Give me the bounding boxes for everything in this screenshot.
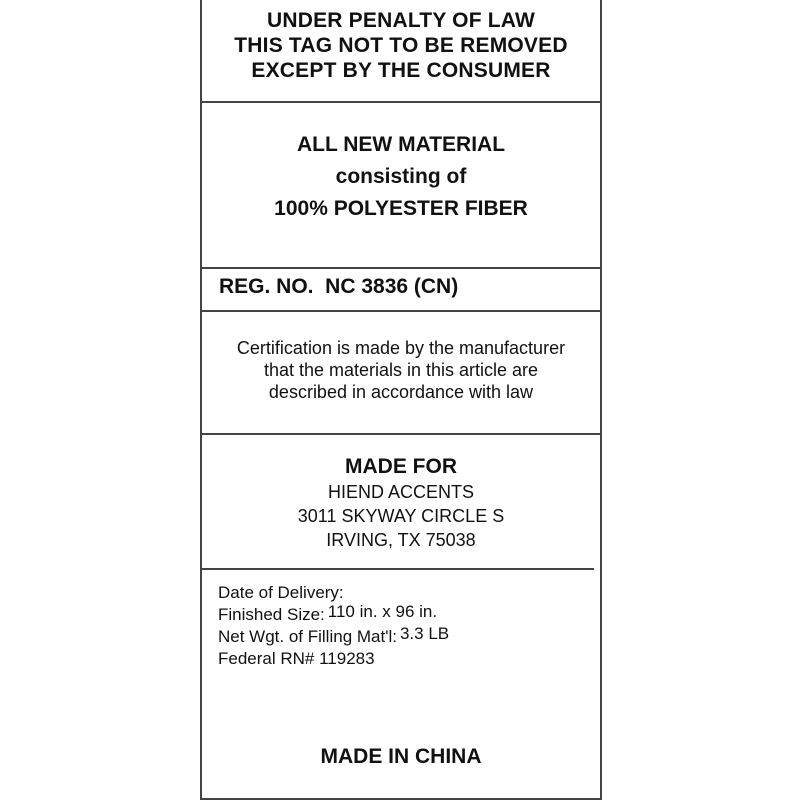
street-address: 3011 SKYWAY CIRCLE S xyxy=(297,506,505,526)
certification-section xyxy=(202,337,600,427)
made-for-heading: MADE FOR xyxy=(345,455,457,478)
certification-line-2: that the materials in this article are xyxy=(263,360,539,380)
warning-line-1: UNDER PENALTY OF LAW xyxy=(266,9,536,32)
registration-section xyxy=(202,274,600,304)
company-name: HIEND ACCENTS xyxy=(327,482,475,502)
material-section xyxy=(202,132,600,262)
divider-1 xyxy=(202,101,600,103)
origin-section xyxy=(202,744,600,774)
weight-value: 3.3 LB xyxy=(399,624,450,643)
warning-section xyxy=(202,8,600,100)
weight-label: Net Wgt. of Filling Mat'l: xyxy=(218,627,397,646)
certification-line-3: described in accordance with law xyxy=(268,382,534,402)
divider-3 xyxy=(202,310,600,312)
registration-number: REG. NO. NC 3836 (CN) xyxy=(219,275,459,298)
city-address: IRVING, TX 75038 xyxy=(326,530,476,550)
made-for-section xyxy=(202,454,600,564)
divider-2 xyxy=(202,267,600,269)
material-line-1: ALL NEW MATERIAL xyxy=(296,133,506,156)
rn-row xyxy=(218,648,600,670)
divider-4 xyxy=(202,433,600,435)
material-line-3: 100% POLYESTER FIBER xyxy=(274,197,528,220)
country-of-origin: MADE IN CHINA xyxy=(320,745,482,768)
details-section xyxy=(202,582,600,682)
divider-5 xyxy=(202,568,594,570)
size-value: 110 in. x 96 in. xyxy=(327,602,438,621)
delivery-label: Date of Delivery: xyxy=(218,583,344,602)
size-row xyxy=(218,604,600,626)
warning-line-3: EXCEPT BY THE CONSUMER xyxy=(251,59,551,82)
material-line-2: consisting of xyxy=(335,165,467,188)
weight-row xyxy=(218,626,600,648)
size-label: Finished Size: xyxy=(218,605,325,624)
federal-rn: Federal RN# 119283 xyxy=(218,649,375,668)
delivery-row xyxy=(218,582,600,604)
law-tag xyxy=(200,0,602,800)
certification-line-1: Certification is made by the manufacturer xyxy=(236,338,566,358)
warning-line-2: THIS TAG NOT TO BE REMOVED xyxy=(234,34,568,57)
